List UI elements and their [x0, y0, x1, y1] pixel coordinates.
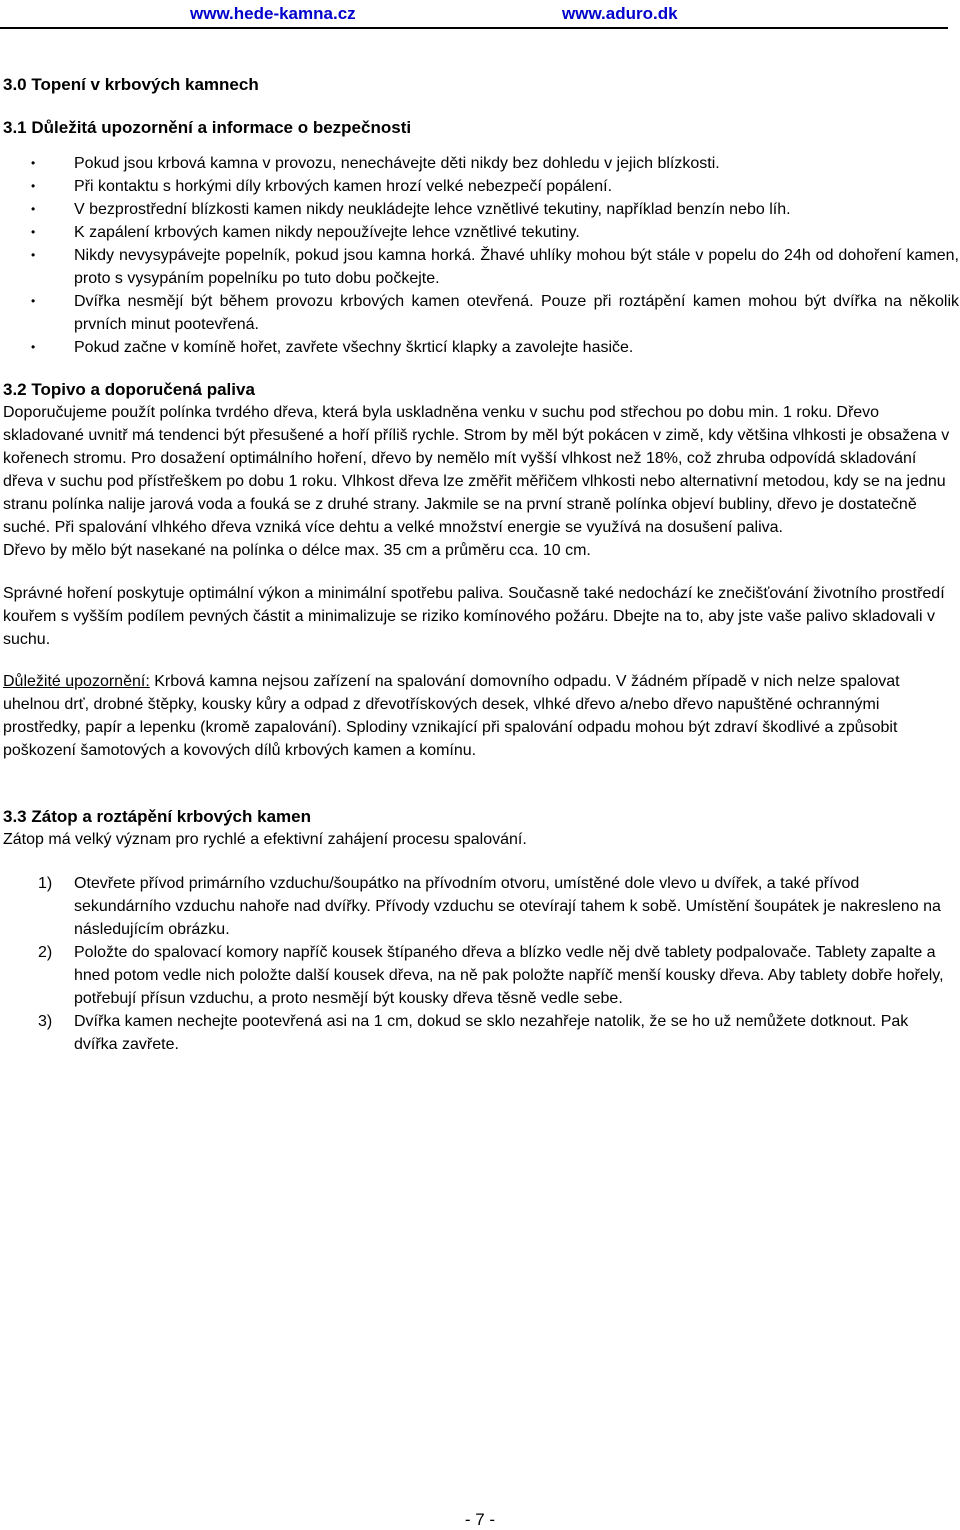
- list-item: • K zapálení krbových kamen nikdy nepoužívejte lehce vznětlivé tekutiny.: [3, 221, 959, 244]
- hede-kamna-link[interactable]: www.hede-kamna.cz: [190, 4, 356, 23]
- ignition-intro: Zátop má velký význam pro rychlé a efektivní zahájení procesu spalování.: [3, 831, 527, 848]
- warning-label: Důležité upozornění:: [3, 673, 150, 690]
- log-size-paragraph: Dřevo by mělo být nasekané na polínka o délce max. 35 cm a průměru cca. 10 cm.: [3, 542, 591, 559]
- bullet-icon: •: [31, 179, 36, 193]
- section-3-1-heading: 3.1 Důležitá upozornění a informace o bezpečnosti: [3, 118, 412, 137]
- list-item: • Při kontaktu s horkými díly krbových kamen hrozí velké nebezpečí popálení.: [3, 175, 959, 198]
- list-item: • V bezprostřední blízkosti kamen nikdy neukládejte lehce vznětlivé tekutiny, například benzín nebo líh.: [3, 198, 959, 221]
- fuel-paragraph: Doporučujeme použít polínka tvrdého dřeva, která byla uskladněna venku v suchu pod střechou po dobu min. 1 roku. Dřevo skladované uvnitř má tendenci být přesušené a hoří příliš rychle. Strom by měl být pokácen v zimě, kdy většina vlhkosti je obsažena v kořenech stromu. Pro dosažení optimálního hoření, dřevo by nemělo mít vyšší vlhkost než 18%, což zhruba odpovídá skladování dřeva v suchu pod přístřeškem po dobu 1 roku. Vlhkost dřeva lze změřit měřičem vlhkosti nebo alternativní metodou, kdy se na jednu stranu polínka nalije jarová voda a fouká se z druhé strany. Jakmile se na první straně polínka objeví bubliny, dřevo je dostatečně suché. Při spalování vlhkého dřeva vzniká více dehtu a velké množství energie se využívá na dosušení paliva.: [3, 404, 950, 536]
- combustion-paragraph: Správné hoření poskytuje optimální výkon a minimální spotřebu paliva. Současně také nedochází ke znečišťování životního prostředí kouřem s vyšším podílem pevných částit a minimalizuje se riziko komínového požáru. Dbejte na to, aby jste vaše palivo skladovali v suchu.: [3, 585, 945, 648]
- bullet-icon: •: [31, 156, 36, 170]
- bullet-icon: •: [31, 202, 36, 216]
- list-item: 1) Otevřete přívod primárního vzduchu/šoupátko na přívodním otvoru, umístěné dole vlevo u dvířek, a také přívod sekundárního vzduchu nahoře nad dvířky. Přívody vzduchu se otevírají tahem k sobě. Umístění šoupátek je nakresleno na následujícím obrázku.: [38, 875, 941, 938]
- page-number: - 7 -: [464, 1510, 496, 1529]
- chapter-title: 3.0 Topení v krbových kamnech: [3, 75, 259, 94]
- list-item: • Nikdy nevysypávejte popelník, pokud jsou kamna horká. Žhavé uhlíky mohou být stále v popelu do 24h od dohoření kamen, proto s vysypáním popelníku po tuto dobu počkejte.: [3, 244, 959, 290]
- page-header: [0, 4, 960, 26]
- aduro-link[interactable]: www.aduro.dk: [562, 4, 678, 23]
- bullet-icon: •: [31, 248, 36, 262]
- list-item: 2) Položte do spalovací komory napříč kousek štípaného dřeva a blízko vedle něj dvě tablety podpalovače. Tablety zapalte a hned potom vedle nich položte další kousek dřeva, na ně pak položte napříč menší kousky dřeva. Aby tablety dobře hořely, potřebují přísun vzduchu, a proto nesmějí být kousky dřeva těsně vedle sebe.: [38, 944, 944, 1007]
- section-3-2-heading: 3.2 Topivo a doporučená paliva: [3, 380, 255, 399]
- bullet-icon: •: [31, 294, 36, 308]
- list-item: • Dvířka nesmějí být během provozu krbových kamen otevřená. Pouze při roztápění kamen mohou být dvířka na několik prvních minut pootevřená.: [3, 290, 959, 336]
- bullet-icon: •: [31, 225, 36, 239]
- safety-list: [3, 152, 959, 359]
- bullet-icon: •: [31, 340, 36, 354]
- ignition-steps: [3, 872, 959, 1056]
- document-body: [3, 74, 959, 1056]
- warning-paragraph: [3, 670, 959, 762]
- section-3-3-heading: 3.3 Zátop a roztápění krbových kamen: [3, 807, 311, 826]
- warning-text: Krbová kamna nejsou zařízení na spalování domovního odpadu. V žádném případě v nich nelze spalovat uhelnou drť, drobné štěpky, kousky kůry a odpad z dřevotřískových desek, vlhké dřevo a/nebo dřevo napuštěné ochrannými prostředky, papír a lepenku (kromě zapalování). Splodiny vznikající při spalování odpadu mohou být zdraví škodlivé a způsobit poškození šamotových a kovových dílů krbových kamen a komínu.: [3, 673, 900, 759]
- list-item: • Pokud jsou krbová kamna v provozu, nenechávejte děti nikdy bez dohledu v jejich blízkosti.: [3, 152, 959, 175]
- header-rule: [0, 27, 948, 29]
- list-item: 3) Dvířka kamen nechejte pootevřená asi na 1 cm, dokud se sklo nezahřeje natolik, že se ho už nemůžete dotknout. Pak dvířka zavřete.: [38, 1013, 909, 1053]
- list-item: • Pokud začne v komíně hořet, zavřete všechny škrticí klapky a zavolejte hasiče.: [3, 336, 959, 359]
